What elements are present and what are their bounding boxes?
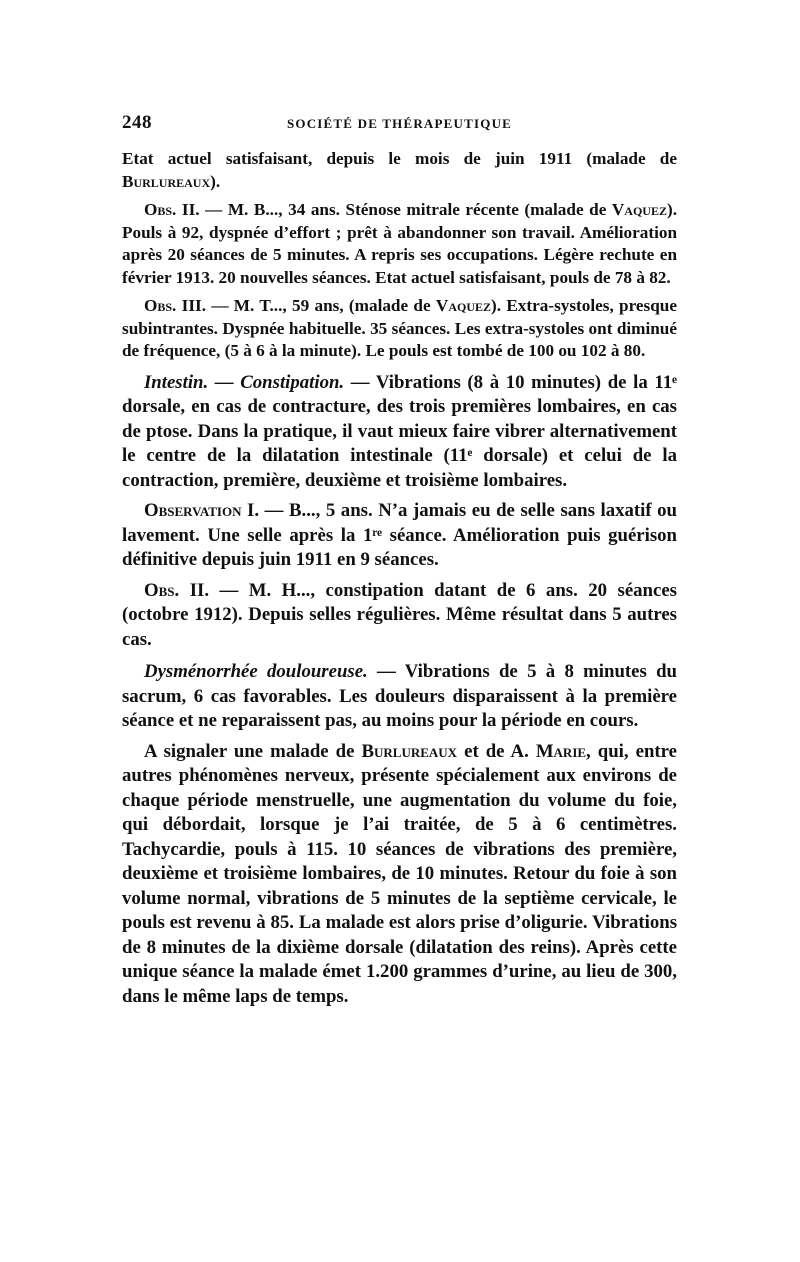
small-caps-name: Marie	[535, 740, 587, 762]
small-caps-name: Observation	[144, 500, 242, 521]
small-caps-name: Obs	[144, 579, 175, 601]
paragraph-obs-ii-constipation	[122, 579, 677, 653]
small-caps-name: Obs	[144, 200, 173, 219]
small-caps-name: Obs	[144, 296, 173, 315]
paragraph-dysmenorrhee	[122, 660, 677, 734]
paragraph-malade-burlureaux-marie	[122, 740, 677, 1010]
text-run: I. — B..., 5 ans. N’a jamais eu de selle sans laxatif ou lavement. Une selle après la 1ʳᵉ séance. Amélioration puis guérison définitive depuis juin 1911 en 9 séances.	[122, 500, 677, 570]
text-run: ). Extra-systoles, presque subintrantes. Dyspnée habituelle. 35 séances. Les extra-systoles ont diminué de fréquence, (5 à 6 à la minute). Le pouls est tombé de 100 ou 102 à 80.	[122, 296, 677, 360]
text-run: . II. — M. B..., 34 ans. Sténose mitrale récente (malade de	[172, 200, 612, 219]
paragraph-obs-iii-cardiac	[122, 295, 677, 363]
text-run: A signaler une malade de	[144, 740, 362, 762]
book-page	[122, 112, 677, 1009]
small-caps-name: Burlureaux	[122, 171, 211, 191]
paragraph-obs-ii-cardiac	[122, 199, 677, 289]
text-run: . III. — M. T..., 59 ans, (malade de	[172, 296, 436, 315]
italic-run: Dysménorrhée douloureuse.	[144, 661, 368, 682]
text-run: , qui, entre autres phénomènes nerveux, présente spécialement aux environs de chaque période menstruelle, une augmentation du volume du foie, qui débordait, lorsque je l’ai traitée, de 5 à 6 centimètres. Tachycardie, pouls à 115. 10 séances de vibrations des première, deuxième et troisième lombaires, de 10 minutes. Retour du foie à son volume normal, vibrations de 5 minutes de la septième cervicale, le pouls est revenu à 85. La malade est alors prise d’oligurie. Vibrations de 8 minutes de la dixième dorsale (dilatation des reins). Après cette unique séance la malade émet 1.200 grammes d’urine, au lieu de 300, dans le même laps de temps.	[122, 740, 677, 1007]
text-run: — Vibrations de 5 à 8 minutes du sacrum, 6 cas favorables. Les douleurs disparaissent à la première séance et ne reparaissent pas, au moins pour la période en cours.	[122, 661, 677, 731]
small-caps-name: Vaquez	[435, 296, 492, 315]
text-run: Etat actuel satisfaisant, depuis le mois de juin 1911 (malade de	[122, 149, 677, 168]
text-run: — Vibrations (8 à 10 minutes) de la 11ᵉ dorsale, en cas de contracture, des trois premières lombaires, en cas de ptose. Dans la pratique, il vaut mieux faire vibrer alternativement le centre de la dilatation intestinale (11ᵉ dorsale) et celui de la contraction, première, deuxième et troisième lombaires.	[122, 371, 677, 491]
italic-run: Intestin. — Constipation.	[144, 371, 345, 393]
small-caps-name: Vaquez	[611, 200, 667, 219]
text-run: ).	[210, 171, 221, 191]
page-number: 248	[122, 112, 152, 133]
running-head	[122, 112, 677, 142]
paragraph-intestin-constipation	[122, 371, 677, 494]
text-run: . II. — M. H..., constipation datant de 6 ans. 20 séances (octobre 1912). Depuis selles régulières. Même résultat dans 5 autres cas.	[122, 579, 677, 650]
small-caps-name: Burlureaux	[361, 740, 458, 762]
journal-title: SOCIÉTÉ DE THÉRAPEUTIQUE	[286, 116, 513, 131]
paragraph-etat-actuel	[122, 148, 677, 193]
text-run: ). Pouls à 92, dyspnée d’effort ; prêt à abandonner son travail. Amélioration après 20 séances de 5 minutes. A repris ses occupations. Légère rechute en février 1913. 20 nouvelles séances. Etat actuel satisfaisant, pouls de 78 à 82.	[122, 200, 677, 287]
text-run: et de A.	[457, 740, 536, 762]
paragraph-observation-i	[122, 499, 677, 573]
